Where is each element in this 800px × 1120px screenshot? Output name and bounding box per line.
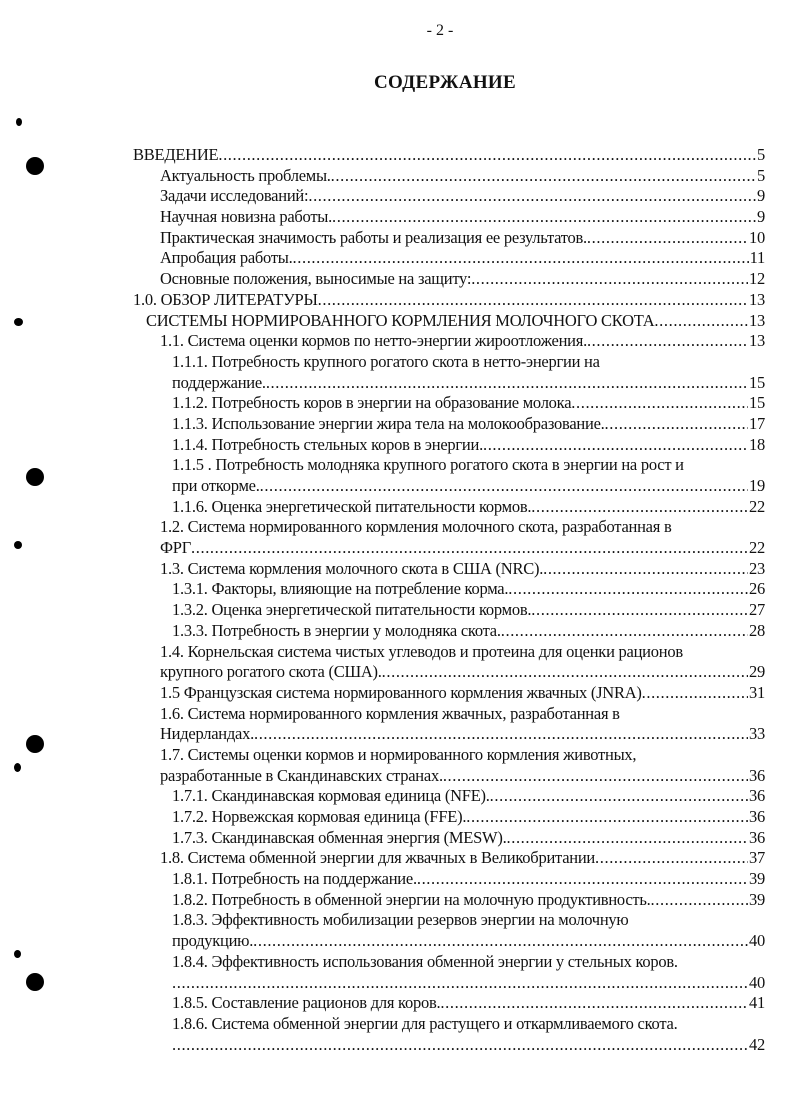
toc-page-number: 5 xyxy=(757,165,765,185)
toc-entry-title: 1.8.2. Потребность в обменной энергии на молочную продуктивность. xyxy=(172,889,651,909)
toc-entry-title: 1.8.5. Составление рационов для коров. xyxy=(172,993,441,1013)
toc-entry-line xyxy=(160,683,765,704)
dot-leader xyxy=(443,766,748,787)
dot-leader xyxy=(331,166,756,187)
toc-entry-title: 1.1.5 . Потребность молодняка крупного рогатого скота в энергии на рост и xyxy=(172,455,684,475)
toc-page-number: 15 xyxy=(749,372,765,392)
binder-hole xyxy=(14,318,23,326)
toc-entry-line xyxy=(133,145,765,166)
dot-leader xyxy=(417,869,748,890)
dot-leader xyxy=(172,973,748,994)
toc-entry-line xyxy=(160,745,765,766)
toc-entry-title: Задачи исследований: xyxy=(160,186,309,206)
dot-leader xyxy=(508,579,748,600)
toc-entry[interactable] xyxy=(133,331,765,352)
page-number: - 2 - xyxy=(426,22,454,39)
page-title: СОДЕРЖАНИЕ xyxy=(374,72,516,93)
toc-entry-title: 1.1.3. Использование энергии жира тела на молокообразование. xyxy=(172,413,605,433)
dot-leader xyxy=(191,538,748,559)
toc-entry[interactable] xyxy=(133,352,765,393)
dot-leader xyxy=(587,331,748,352)
toc-entry[interactable] xyxy=(133,1014,765,1055)
toc-entry-title: Апробация работы. xyxy=(160,248,293,268)
dot-leader xyxy=(318,290,748,311)
toc-entry[interactable] xyxy=(133,455,765,496)
toc-entry-line xyxy=(172,807,765,828)
toc-page-number: 17 xyxy=(749,413,765,433)
toc-page-number: 36 xyxy=(749,827,765,847)
toc-page-number: 18 xyxy=(749,434,765,454)
toc-entry[interactable] xyxy=(133,579,765,600)
toc-entry[interactable] xyxy=(133,745,765,786)
toc-entry-title: 1.8.4. Эффективность использования обменной энергии у стельных коров. xyxy=(172,951,678,971)
toc-entry-title: 1.1.1. Потребность крупного рогатого скота в нетто-энергии на xyxy=(172,351,600,371)
toc-entry-line xyxy=(172,890,765,911)
dot-leader xyxy=(507,828,749,849)
binder-hole xyxy=(14,950,21,958)
dot-leader xyxy=(654,311,748,332)
toc-page-number: 39 xyxy=(749,869,765,889)
toc-entry-line xyxy=(172,373,765,394)
toc-entry-title: 1.3.1. Факторы, влияющие на потребление корма. xyxy=(172,579,509,599)
toc-entry[interactable] xyxy=(133,414,765,435)
toc-entry-line xyxy=(172,1035,765,1056)
toc-entry-title-continued: крупного рогатого скота (США). xyxy=(160,662,382,682)
toc-page-number: 27 xyxy=(749,600,765,620)
binder-hole xyxy=(16,118,22,126)
toc-entry-line xyxy=(160,642,765,663)
dot-leader xyxy=(595,848,748,869)
binder-hole xyxy=(26,157,44,175)
toc-entry[interactable] xyxy=(133,559,765,580)
toc-page-number: 26 xyxy=(749,579,765,599)
toc-entry-line xyxy=(172,497,765,518)
toc-entry-line xyxy=(172,786,765,807)
dot-leader xyxy=(471,269,748,290)
toc-entry[interactable] xyxy=(133,848,765,869)
toc-entry[interactable] xyxy=(133,269,765,290)
toc-entry-title: 1.2. Система нормированного кормления молочного скота, разработанная в xyxy=(160,517,672,537)
toc-entry-title: 1.1.4. Потребность стельных коров в энергии. xyxy=(172,434,483,454)
toc-entry-line xyxy=(172,869,765,890)
toc-entry-title: 1.1.6. Оценка энергетической питательности кормов. xyxy=(172,496,532,516)
dot-leader xyxy=(642,683,748,704)
toc-entry[interactable] xyxy=(133,600,765,621)
toc-entry-title: Научная новизна работы. xyxy=(160,207,332,227)
toc-entry-title: 1.7. Системы оценки кормов и нормированного кормления животных, xyxy=(160,744,637,764)
toc-page-number: 36 xyxy=(749,807,765,826)
toc-entry-line xyxy=(160,538,765,559)
toc-entry[interactable] xyxy=(133,683,765,704)
toc-entry-title: 1.3.2. Оценка энергетической питательности кормов. xyxy=(172,600,532,620)
toc-entry-line xyxy=(160,704,765,725)
toc-entry-line xyxy=(160,559,765,580)
toc-entry-line xyxy=(172,579,765,600)
toc-page-number: 13 xyxy=(749,289,765,309)
toc-page-number: 12 xyxy=(749,269,765,289)
toc-entry-title: 1.7.2. Норвежская кормовая единица (FFE). xyxy=(172,807,467,826)
toc-entry-line xyxy=(172,1014,765,1035)
toc-entry-title: 1.7.1. Скандинавская кормовая единица (NFE). xyxy=(172,786,490,806)
toc-entry[interactable] xyxy=(133,704,765,745)
toc-entry-line xyxy=(160,331,765,352)
toc-entry[interactable] xyxy=(133,311,765,332)
table-of-contents xyxy=(133,145,765,1055)
toc-entry[interactable] xyxy=(133,290,765,311)
toc-entry[interactable] xyxy=(133,993,765,1014)
toc-entry-title: 1.8.6. Система обменной энергии для растущего и откармливаемого скота. xyxy=(172,1013,678,1033)
toc-entry-line xyxy=(172,435,765,456)
toc-entry[interactable] xyxy=(133,828,765,849)
toc-entry-line xyxy=(160,766,765,787)
dot-leader xyxy=(254,724,748,745)
toc-page-number: 5 xyxy=(757,145,765,164)
toc-entry-title: 1.4. Корнельская система чистых углеводов и протеина для оценки рационов xyxy=(160,641,683,661)
toc-entry[interactable] xyxy=(133,890,765,911)
toc-page-number: 33 xyxy=(749,724,765,744)
dot-leader xyxy=(293,248,749,269)
toc-entry-line xyxy=(160,724,765,745)
toc-entry-title: Основные положения, выносимые на защиту: xyxy=(160,269,472,289)
toc-page-number: 40 xyxy=(749,931,765,951)
toc-page-number: 31 xyxy=(749,682,765,702)
toc-entry-line xyxy=(133,290,765,311)
toc-entry-line xyxy=(172,931,765,952)
toc-entry-title: Актуальность проблемы. xyxy=(160,165,331,185)
toc-entry-line xyxy=(160,207,765,228)
toc-page-number: 39 xyxy=(749,889,765,909)
dot-leader xyxy=(172,1035,748,1056)
dot-leader xyxy=(253,931,748,952)
toc-entry-title: 1.1. Система оценки кормов по нетто-энергии жироотложения. xyxy=(160,331,587,351)
toc-entry-title-continued: при откорме. xyxy=(172,476,260,495)
toc-entry-line xyxy=(172,952,765,973)
toc-page-number: 42 xyxy=(749,1034,765,1054)
toc-entry-title: Практическая значимость работы и реализация ее результатов. xyxy=(160,227,587,247)
dot-leader xyxy=(587,228,748,249)
binder-hole xyxy=(26,973,44,991)
toc-page-number: 9 xyxy=(757,207,765,227)
toc-entry[interactable] xyxy=(133,207,765,228)
toc-entry-line xyxy=(160,248,765,269)
toc-entry-line xyxy=(172,600,765,621)
toc-page-number: 9 xyxy=(757,186,765,206)
toc-entry-line xyxy=(172,414,765,435)
dot-leader xyxy=(531,600,748,621)
binder-hole xyxy=(14,763,21,772)
toc-entry[interactable] xyxy=(133,166,765,187)
toc-entry-title: 1.7.3. Скандинавская обменная энергия (MESW). xyxy=(172,827,507,847)
toc-entry[interactable] xyxy=(133,910,765,951)
dot-leader xyxy=(490,786,748,807)
dot-leader xyxy=(531,497,748,518)
toc-entry-title-continued: поддержание. xyxy=(172,372,266,392)
toc-entry-line xyxy=(172,393,765,414)
toc-entry-title: 1.5 Французская система нормированного кормления жвачных (JNRA) xyxy=(160,682,642,702)
toc-page-number: 28 xyxy=(749,620,765,640)
dot-leader xyxy=(382,662,748,683)
dot-leader xyxy=(266,373,748,394)
toc-entry-title: СИСТЕМЫ НОРМИРОВАННОГО КОРМЛЕНИЯ МОЛОЧНОГО СКОТА xyxy=(146,310,655,330)
dot-leader xyxy=(501,621,748,642)
toc-entry-line xyxy=(160,186,765,207)
toc-entry[interactable] xyxy=(133,435,765,456)
dot-leader xyxy=(332,207,756,228)
toc-page-number: 10 xyxy=(749,227,765,247)
toc-page-number: 13 xyxy=(749,331,765,351)
toc-entry[interactable] xyxy=(133,869,765,890)
binder-hole xyxy=(14,541,22,549)
dot-leader xyxy=(260,476,748,497)
toc-page-number: 23 xyxy=(749,558,765,578)
toc-entry-title: 1.8.3. Эффективность мобилизации резервов энергии на молочную xyxy=(172,910,629,930)
toc-entry[interactable] xyxy=(133,786,765,807)
dot-leader xyxy=(483,435,748,456)
toc-entry[interactable] xyxy=(133,642,765,683)
dot-leader xyxy=(651,890,748,911)
toc-page-number: 36 xyxy=(749,765,765,785)
toc-entry[interactable] xyxy=(133,186,765,207)
toc-entry-title-continued: разработанные в Скандинавских странах. xyxy=(160,765,443,785)
toc-page-number: 36 xyxy=(749,786,765,806)
toc-entry[interactable] xyxy=(133,952,765,993)
toc-page-number: 13 xyxy=(749,310,765,330)
toc-page-number: 11 xyxy=(749,248,765,268)
toc-page-number: 22 xyxy=(749,496,765,516)
dot-leader xyxy=(605,414,748,435)
toc-page-number: 29 xyxy=(749,662,765,682)
toc-entry[interactable] xyxy=(133,393,765,414)
binder-hole xyxy=(26,735,44,753)
toc-entry[interactable] xyxy=(133,248,765,269)
toc-entry[interactable] xyxy=(133,145,765,166)
toc-entry-title: 1.0. ОБЗОР ЛИТЕРАТУРЫ xyxy=(133,289,318,309)
toc-page-number: 41 xyxy=(749,993,765,1013)
dot-leader xyxy=(543,559,748,580)
toc-entry-title: 1.6. Система нормированного кормления жвачных, разработанная в xyxy=(160,703,620,723)
toc-entry-title: 1.8.1. Потребность на поддержание. xyxy=(172,869,417,889)
toc-entry-title: 1.3. Система кормления молочного скота в США (NRC). xyxy=(160,558,544,578)
toc-entry-title: 1.1.2. Потребность коров в энергии на образование молока xyxy=(172,393,572,413)
toc-entry[interactable] xyxy=(133,807,765,828)
toc-entry-line xyxy=(172,973,765,994)
toc-entry[interactable] xyxy=(133,621,765,642)
toc-entry-title: ВВЕДЕНИЕ xyxy=(133,145,219,164)
toc-page-number: 15 xyxy=(749,393,765,413)
toc-page-number: 37 xyxy=(749,848,765,868)
toc-page-number: 22 xyxy=(749,538,765,558)
toc-entry-title: 1.8. Система обменной энергии для жвачных в Великобритании xyxy=(160,848,596,868)
toc-entry-line xyxy=(160,269,765,290)
toc-entry-line xyxy=(172,828,765,849)
dot-leader xyxy=(571,393,748,414)
dot-leader xyxy=(308,186,756,207)
toc-entry-line xyxy=(160,848,765,869)
toc-entry-line xyxy=(160,166,765,187)
toc-entry-line xyxy=(172,476,765,497)
binder-hole xyxy=(26,468,44,486)
toc-page-number: 19 xyxy=(749,476,765,495)
toc-entry-title-continued: продукцию. xyxy=(172,931,254,951)
toc-entry-line xyxy=(160,228,765,249)
toc-entry-title-continued: Нидерландах. xyxy=(160,724,254,744)
toc-entry[interactable] xyxy=(133,517,765,558)
toc-page-number: 40 xyxy=(749,972,765,992)
toc-entry-line xyxy=(172,455,765,476)
toc-entry-line xyxy=(160,662,765,683)
dot-leader xyxy=(440,993,748,1014)
toc-entry-line xyxy=(172,910,765,931)
toc-entry-title: 1.3.3. Потребность в энергии у молодняка скота. xyxy=(172,620,501,640)
toc-entry-line xyxy=(146,311,765,332)
toc-entry-line xyxy=(172,993,765,1014)
toc-entry[interactable] xyxy=(133,497,765,518)
toc-entry[interactable] xyxy=(133,228,765,249)
toc-entry-title-continued: ФРГ xyxy=(160,538,192,558)
dot-leader xyxy=(466,807,748,828)
toc-entry-line xyxy=(172,621,765,642)
toc-entry-line xyxy=(172,352,765,373)
toc-entry-line xyxy=(160,517,765,538)
dot-leader xyxy=(218,145,756,166)
